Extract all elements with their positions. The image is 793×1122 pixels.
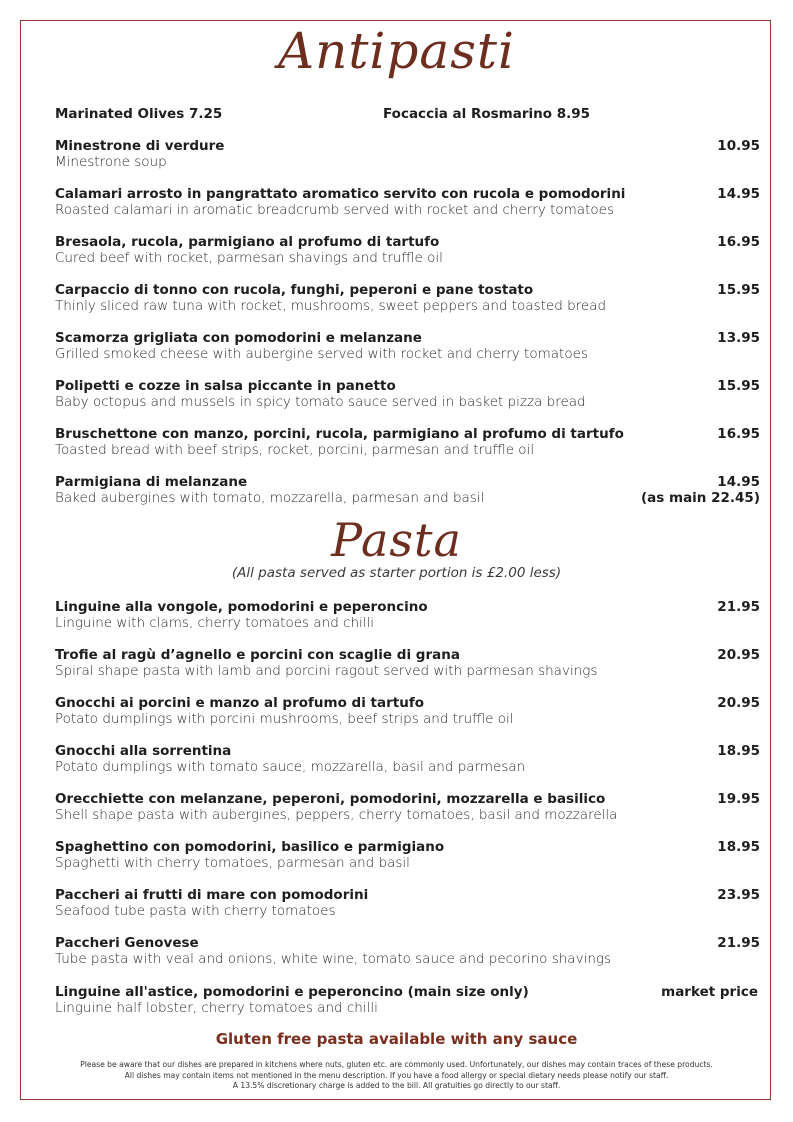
item-price: 10.95 xyxy=(717,138,760,154)
item-description: Spiral shape pasta with lamb and porcini ragout served with parmesan shavings xyxy=(55,663,598,679)
starter-marinated-olives: Marinated Olives 7.25 xyxy=(55,106,223,122)
pasta-note: (All pasta served as starter portion is £2.00 less) xyxy=(231,565,562,581)
item-price: 15.95 xyxy=(717,282,760,298)
pasta-item xyxy=(55,791,760,823)
pasta-item xyxy=(55,984,760,1016)
item-description: Linguine half lobster, cherry tomatoes and chilli xyxy=(55,1000,378,1016)
item-name: Linguine alla vongole, pomodorini e peperoncino xyxy=(55,599,428,615)
pasta-item xyxy=(55,647,760,679)
item-price: market price xyxy=(661,984,758,1000)
item-name: Paccheri Genovese xyxy=(55,935,199,951)
gluten-free-note: Gluten free pasta available with any sauce xyxy=(215,1030,578,1048)
pasta-item xyxy=(55,743,760,775)
item-name: Trofie al ragù d’agnello e porcini con scaglie di grana xyxy=(55,647,460,663)
item-description: Baked aubergines with tomato, mozzarella, parmesan and basil xyxy=(55,490,485,506)
item-name: Paccheri ai frutti di mare con pomodorini xyxy=(55,887,369,903)
item-name: Gnocchi ai porcini e manzo al profumo di tartufo xyxy=(55,695,424,711)
antipasti-item xyxy=(55,186,760,218)
item-description: Potato dumplings with porcini mushrooms, beef strips and truffle oil xyxy=(55,711,514,727)
item-name: Calamari arrosto in pangrattato aromatico servito con rucola e pomodorini xyxy=(55,186,626,202)
pasta-title: Pasta xyxy=(331,513,462,567)
item-description: Cured beef with rocket, parmesan shavings and truffle oil xyxy=(55,250,443,266)
pasta-item xyxy=(55,935,760,967)
item-price: 23.95 xyxy=(717,887,760,903)
item-name: Parmigiana di melanzane xyxy=(55,474,248,490)
price-value: 14.95 xyxy=(717,474,760,490)
item-price: 18.95 xyxy=(717,743,760,759)
item-name: Polipetti e cozze in salsa piccante in panetto xyxy=(55,378,396,394)
item-price: 21.95 xyxy=(717,935,760,951)
item-description: Grilled smoked cheese with aubergine served with rocket and cherry tomatoes xyxy=(55,346,588,362)
footer-line: A 13.5% discretionary charge is added to the bill. All gratuities go directly to our staff. xyxy=(232,1081,561,1090)
item-price: 16.95 xyxy=(717,234,760,250)
item-description: Tube pasta with veal and onions, white wine, tomato sauce and pecorino shavings xyxy=(55,951,612,967)
antipasti-item xyxy=(55,330,760,362)
antipasti-item xyxy=(55,138,760,170)
item-description: Seafood tube pasta with cherry tomatoes xyxy=(55,903,336,919)
item-price: 21.95 xyxy=(717,599,760,615)
allergy-footer xyxy=(0,1060,793,1092)
item-price: 13.95 xyxy=(717,330,760,346)
item-description: Roasted calamari in aromatic breadcrumb served with rocket and cherry tomatoes xyxy=(55,202,614,218)
price-note: (as main 22.45) xyxy=(640,490,760,506)
starter-focaccia: Focaccia al Rosmarino 8.95 xyxy=(383,106,591,122)
item-price: 20.95 xyxy=(717,647,760,663)
pasta-item xyxy=(55,887,760,919)
item-name: Minestrone di verdure xyxy=(55,138,225,154)
item-description: Shell shape pasta with aubergines, peppers, cherry tomatoes, basil and mozzarella xyxy=(55,807,618,823)
item-name: Bresaola, rucola, parmigiano al profumo di tartufo xyxy=(55,234,440,250)
item-price: 18.95 xyxy=(717,839,760,855)
item-name: Orecchiette con melanzane, peperoni, pomodorini, mozzarella e basilico xyxy=(55,791,606,807)
item-price: 16.95 xyxy=(717,426,760,442)
item-price: 20.95 xyxy=(717,695,760,711)
footer-line: Please be aware that our dishes are prepared in kitchens where nuts, gluten etc. are commonly used. Unfortunately, our dishes may contain traces of these products. xyxy=(80,1060,713,1069)
item-price xyxy=(641,474,760,506)
item-price: 19.95 xyxy=(717,791,760,807)
item-name: Gnocchi alla sorrentina xyxy=(55,743,232,759)
antipasti-title: Antipasti xyxy=(278,22,515,80)
antipasti-item xyxy=(55,282,760,314)
footer-line: All dishes may contain items not mentioned in the menu description. If you have a food allergy or special dietary needs please notify our staff. xyxy=(124,1070,669,1080)
item-price: 15.95 xyxy=(717,378,760,394)
item-name: Carpaccio di tonno con rucola, funghi, peperoni e pane tostato xyxy=(55,282,534,298)
item-name: Bruschettone con manzo, porcini, rucola, parmigiano al profumo di tartufo xyxy=(55,426,624,442)
pasta-item xyxy=(55,839,760,871)
antipasti-item xyxy=(55,426,760,458)
antipasti-item xyxy=(55,378,760,410)
item-name: Scamorza grigliata con pomodorini e melanzane xyxy=(55,330,422,346)
item-description: Toasted bread with beef strips, rocket, porcini, parmesan and truffle oil xyxy=(55,442,535,458)
item-description: Potato dumplings with tomato sauce, mozzarella, basil and parmesan xyxy=(55,759,526,775)
item-name: Spaghettino con pomodorini, basilico e parmigiano xyxy=(55,839,445,855)
item-description: Minestrone soup xyxy=(55,154,167,170)
item-description: Baby octopus and mussels in spicy tomato sauce served in basket pizza bread xyxy=(55,394,586,410)
item-description: Spaghetti with cherry tomatoes, parmesan and basil xyxy=(55,855,410,871)
item-description: Thinly sliced raw tuna with rocket, mushrooms, sweet peppers and toasted bread xyxy=(55,298,607,314)
pasta-item xyxy=(55,599,760,631)
antipasti-item xyxy=(55,234,760,266)
item-description: Linguine with clams, cherry tomatoes and chilli xyxy=(55,615,375,631)
pasta-item xyxy=(55,695,760,727)
item-price: 14.95 xyxy=(717,186,760,202)
antipasti-item xyxy=(55,474,760,506)
item-name: Linguine all'astice, pomodorini e peperoncino (main size only) xyxy=(55,984,529,1000)
